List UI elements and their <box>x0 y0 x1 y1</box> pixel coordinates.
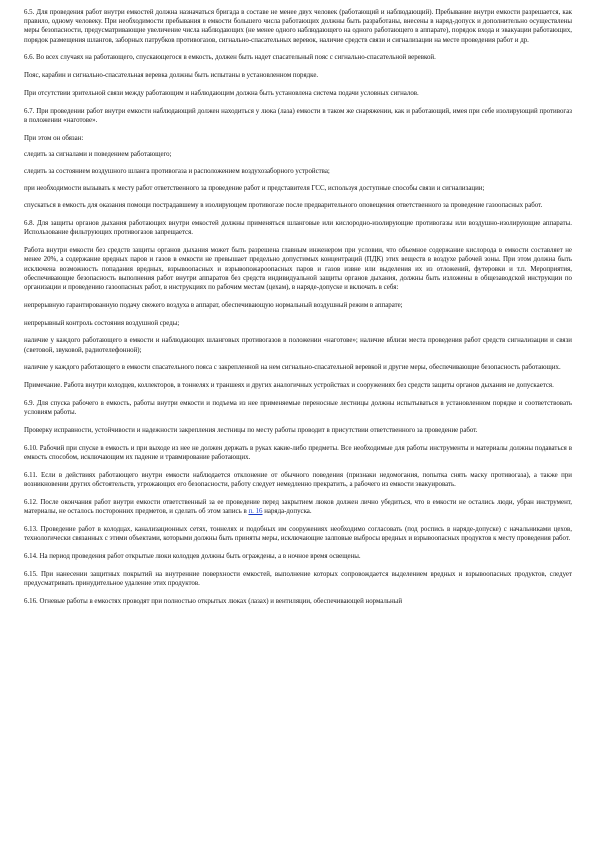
list-item-descend-help: спускаться в емкость для оказания помощи пострадавшему в изолирующем противогазе после предварительного оповещения ответственного за проведение газоопасных работ. <box>24 202 543 210</box>
list-item-rescue-belt: наличие у каждого работающего в емкости спасательного пояса с закрепленной на нем сигнально-спасательной веревкой и другие меры, обеспечивающие безопасность работающих. <box>24 364 561 372</box>
paragraph-6-16: 6.16. Огневые работы в емкостях проводят при полностью открытых люках (лазах) и вентиляции, обеспечивающей нормальный <box>24 597 403 605</box>
list-item-call-responsible: при необходимости вызывать к месту работ ответственного за проведение работ и представителя ГСС, используя доступные способы связи и сигнализации; <box>24 184 485 192</box>
paragraph-6-12-tail: наряда-допуска. <box>262 507 312 515</box>
paragraph-ladder-check: Проверку исправности, устойчивости и надежности закрепления лестницы по месту работы проводит в присутствии ответственного за проведение работ. <box>24 426 478 434</box>
list-item-watch-signals: следить за сигналами и поведением работающего; <box>24 151 172 159</box>
paragraph-note: Примечание. Работа внутри колодцев, коллекторов, в тоннелях и траншеях и других аналогичных устройствах и сооружениях без средств защиты органов дыхания не допускается. <box>24 382 554 390</box>
list-item-air-control: непрерывный контроль состояния воздушной среды; <box>24 319 180 327</box>
paragraph-6-9: 6.9. Для спуска рабочего в емкость, работы внутри емкости и подъема из нее применяемые переносные лестницы должны испытываться в установленном порядке и соответствовать условиям работы. <box>24 399 572 417</box>
paragraph-obligations-intro: При этом он обязан: <box>24 134 84 142</box>
paragraph-6-13: 6.13. Проведение работ в колодцах, канализационных сетях, тоннелях и подобных им сооружениях необходимо согласовать (под роспись в наряде-допуске) с начальниками цехов, технологически связанных с этими объектами, которыми должны быть приняты меры, исключающие залповые выбросы вредных и взрывоопасных продуктов к месту проведения работ. <box>24 525 572 542</box>
list-item-air-supply: непрерывную гарантированную подачу свежего воздуха в аппарат, обеспечивающую нормальный воздушный режим в аппарате; <box>24 301 403 309</box>
paragraph-belt-test: Пояс, карабин и сигнально-спасательная веревка должны быть испытаны в установленном порядке. <box>24 72 319 80</box>
paragraph-6-15: 6.15. При нанесении защитных покрытий на внутренние поверхности емкостей, выполнение которых сопровождается выделением вредных и взрывоопасных продуктов, следует предусматривать принудительное удаление этих продуктов. <box>24 570 572 587</box>
paragraph-6-8: 6.8. Для защиты органов дыхания работающих внутри емкостей должны применяться шланговые или кислородно-изолирующие противогазы или воздушно-изолирующие аппараты. Использование фильтрующих противогазов запрещается. <box>24 220 572 237</box>
paragraph-6-14: 6.14. На период проведения работ открытые люки колодцев должны быть ограждены, а в ночное время освещены. <box>24 552 361 560</box>
paragraph-6-12 <box>24 498 572 516</box>
paragraph-6-6: 6.6. Во всех случаях на работающего, спускающегося в емкость, должен быть надет спасательный пояс с сигнально-спасательной веревкой. <box>24 54 436 62</box>
paragraph-work-without-protection: Работа внутри емкости без средств защиты органов дыхания может быть разрешена главным инженером при условии, что объемное содержание кислорода в емкости составляет не менее 20%, а содержание вредных паров и газов в емкости не превышает предельно допустимых концентраций (ПДК) этих веществ в воздухе рабочей зоны. При этом должна быть исключена возможность попадания вредных, взрывоопасных и взрывопожароопасных паров и газов извне или выделения их из отложений, футеровки и т.п. Мероприятия, обеспечивающие безопасность выполнения работ внутри аппаратов без средств индивидуальной защиты органов дыхания, должны быть изложены в общезаводской инструкции по организации и проведению газоопасных работ, в инструкциях по рабочим местам (цехам), в наряде-допуске и включать в себя: <box>24 247 572 291</box>
paragraph-signal-system: При отсутствии зрительной связи между работающим и наблюдающим должна быть установлена система подачи условных сигналов. <box>24 90 419 97</box>
paragraph-6-10: 6.10. Рабочий при спуске в емкость и при выходе из нее не должен держать в руках какие-либо предметы. Все необходимые для работы инструменты и материалы должны подаваться в емкость способом, исключающим их падение и травмирование работающих. <box>24 444 572 461</box>
paragraph-6-7: 6.7. При проведении работ внутри емкости наблюдающий должен находиться у люка (лаза) емкости в таком же снаряжении, как и работающий, имея при себе изолирующий противогаз в положении «наготове». <box>24 107 572 124</box>
paragraph-6-11: 6.11. Если в действиях работающего внутри емкости наблюдается отклонение от обычного поведения (признаки недомогания, попытка снять маску противогаза), а также при возникновении других обстоятельств, угрожающих его безопасности, работу следует немедленно прекратить, а рабочего из емкости эвакуировать. <box>24 471 572 488</box>
clause-16-link[interactable]: п. 16 <box>248 507 263 515</box>
document-page <box>24 8 572 614</box>
list-item-hose-masks: наличие у каждого работающего в емкости и наблюдающих шланговых противогазов в положении «наготове»; наличие вблизи места проведения работ средств сигнализации и связи (световой, звуковой, радиотелефонной); <box>24 337 572 354</box>
paragraph-6-12-text: 6.12. После окончания работ внутри емкости ответственный за ее проведение перед закрытием люков должен лично убедиться, что в емкости не остались люди, убран инструмент, материалы, не осталось посторонних предметов, и сделать об этом запись в <box>24 498 572 515</box>
paragraph-6-5: 6.5. Для проведения работ внутри емкостей должна назначаться бригада в составе не менее двух человек (работающий и наблюдающий). Пребывание внутри емкости разрешается, как правило, одному человеку. При необходимости пребывания в емкости большего числа работающих должны быть разработаны, внесены в наряд-допуск и дополнительно осуществлены меры безопасности, предусматривающие увеличение числа наблюдающих (не менее одного наблюдающего на одного работающего в аппарате), порядок входа и эвакуации работающих, порядок размещения шлангов, заборных патрубков противогазов, сигнально-спасательных веревок, наличие средств связи и сигнализации на месте проведения работ и др. <box>24 9 572 44</box>
list-item-watch-hose: следить за состоянием воздушного шланга противогаза и расположением воздухозаборного устройства; <box>24 167 330 175</box>
